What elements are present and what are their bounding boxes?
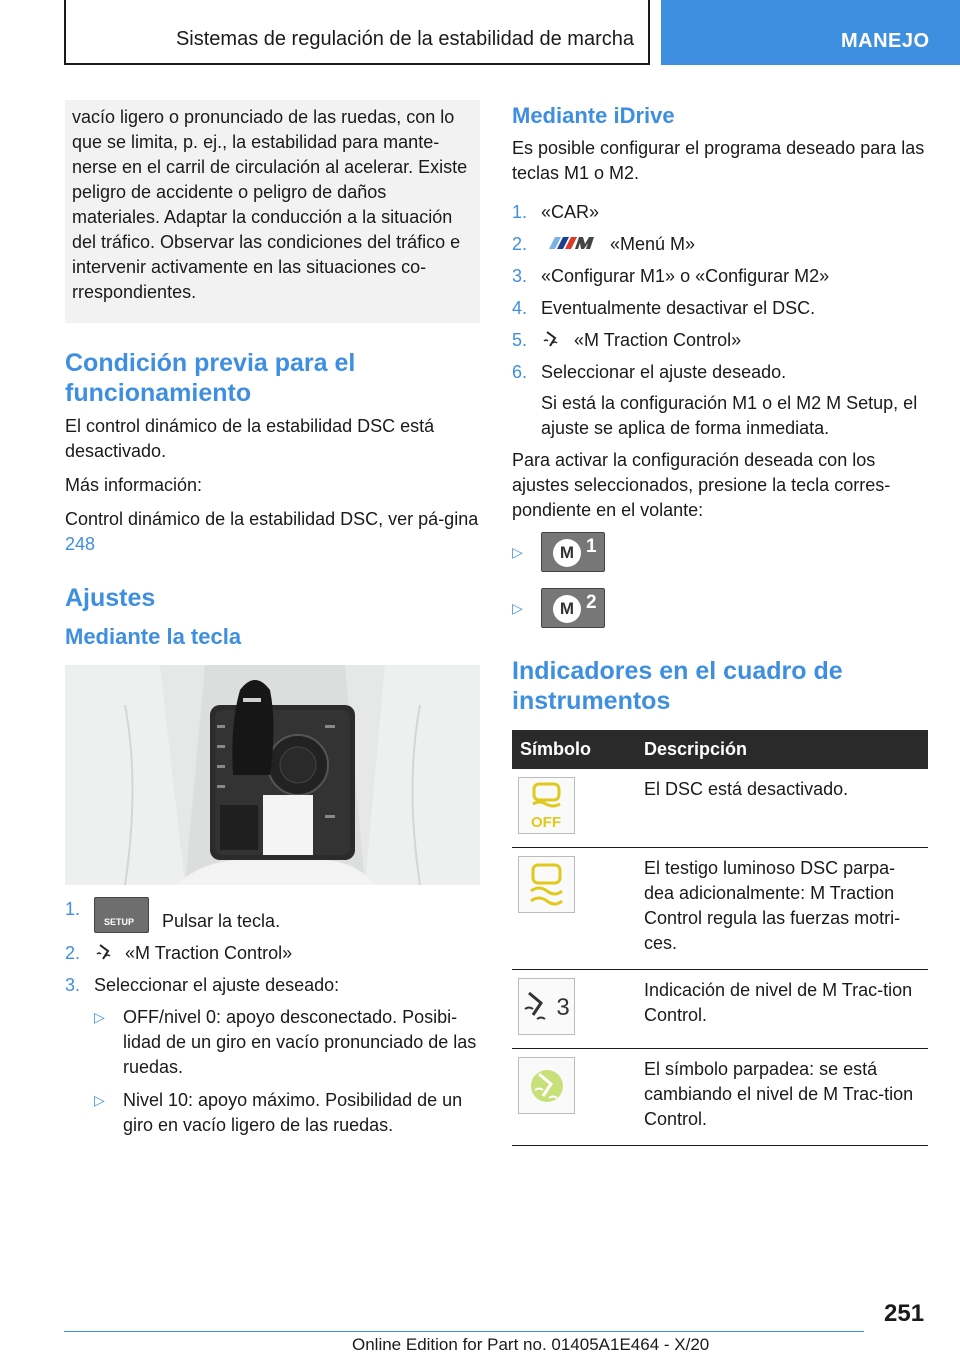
step-number: 3.	[65, 975, 81, 995]
center-console-image	[65, 665, 480, 885]
step-number: 2.	[65, 943, 81, 963]
idrive-steps-list	[512, 200, 928, 441]
step-text: «Menú M»	[610, 234, 696, 254]
option-text: OFF/nivel 0: apoyo desconectado. Posibi‐lidad de un giro en vacío pronunciado de las ruedas.	[123, 1007, 477, 1077]
step-text: Seleccionar el ajuste deseado:	[94, 975, 340, 995]
traction-control-icon	[541, 329, 561, 349]
step-text: «Configurar M1» o «Configurar M2»	[541, 266, 830, 286]
edition-line: Online Edition for Part no. 01405A1E464 - X/20	[352, 1335, 710, 1354]
step-number: 3.	[512, 266, 528, 286]
step-text: «M Traction Control»	[574, 330, 742, 350]
chapter-tab[interactable]	[661, 0, 960, 65]
list-item	[512, 264, 928, 289]
step-text: Pulsar la tecla.	[162, 911, 281, 931]
traction-control-icon	[94, 942, 114, 962]
list-item	[512, 588, 928, 628]
traction-change-icon	[518, 1057, 575, 1114]
triangle-bullet-icon: ▷	[512, 544, 523, 560]
list-item	[512, 328, 928, 353]
warning-box	[65, 100, 480, 323]
page-number: 251	[884, 1300, 925, 1327]
list-item	[65, 941, 480, 966]
list-item	[94, 1005, 480, 1080]
dsc-off-icon	[518, 777, 575, 834]
m1-button-icon[interactable]: M 1	[541, 532, 605, 572]
right-column	[512, 102, 928, 1146]
table-header-row	[512, 730, 928, 769]
row-description: El símbolo parpadea: se está cambiando el nivel de M Trac‐tion Control.	[636, 1049, 928, 1146]
step-number: 5.	[512, 330, 528, 350]
row-description: El testigo luminoso DSC parpa‐dea adicionalmente: M Traction Control regula las fuerzas motri‐ces.	[636, 848, 928, 970]
indicator-table	[512, 730, 928, 1146]
m-button-list	[512, 532, 928, 628]
triangle-bullet-icon: ▷	[512, 600, 523, 616]
setup-button-icon[interactable]	[94, 897, 149, 933]
footer-rule	[64, 1331, 864, 1332]
indicators-heading: Indicadores en el cuadro de instrumentos	[512, 657, 843, 715]
console-illustration	[65, 665, 480, 885]
list-item	[512, 532, 928, 572]
chapter-tab-label: MANEJO	[841, 30, 930, 52]
step-text: «CAR»	[541, 202, 600, 222]
table-row	[512, 769, 928, 848]
dsc-off-icon-text: OFF	[531, 814, 561, 831]
activate-text: Para activar la configuración deseada con los ajustes seleccionados, presione la tecla corres‐pondiente en el volante:	[512, 450, 891, 520]
step-text: Seleccionar el ajuste deseado.	[541, 362, 787, 382]
idrive-heading: Mediante iDrive	[512, 103, 675, 128]
button-steps-list	[65, 897, 480, 1138]
row-description: Indicación de nivel de M Trac‐tion Control.	[636, 970, 928, 1049]
list-item	[94, 1088, 480, 1138]
page-link[interactable]: 248	[65, 534, 96, 554]
setup-button-label: SETUP	[104, 917, 135, 927]
step-number: 6.	[512, 362, 528, 382]
dsc-active-icon	[518, 856, 575, 913]
header-section-box	[64, 0, 650, 65]
m-logo-icon	[541, 235, 597, 251]
m2-button-number: 2	[586, 592, 597, 613]
button-subheading: Mediante la tecla	[65, 624, 242, 649]
precondition-heading: Condición previa para el funcionamiento	[65, 349, 356, 407]
step-number: 4.	[512, 298, 528, 318]
option-list	[94, 1005, 480, 1138]
cross-reference-text: Control dinámico de la estabilidad DSC, ver pá‐gina	[65, 509, 479, 529]
list-item	[512, 200, 928, 225]
step-number: 1.	[512, 202, 528, 222]
table-row	[512, 1049, 928, 1146]
cross-reference	[65, 507, 480, 557]
step-number: 1.	[65, 899, 81, 919]
list-item	[65, 897, 480, 934]
m2-button-icon[interactable]: M 2	[541, 588, 605, 628]
step-text: «M Traction Control»	[125, 943, 293, 963]
list-item	[512, 360, 928, 441]
section-title: Sistemas de regulación de la estabilidad de marcha	[175, 28, 634, 50]
list-item	[65, 973, 480, 1138]
step-text: Eventualmente desactivar el DSC.	[541, 298, 816, 318]
step-note: Si está la configuración M1 o el M2 M Setup, el ajuste se aplica de forma inmediata.	[541, 393, 918, 438]
table-row	[512, 970, 928, 1049]
list-item	[512, 296, 928, 321]
option-text: Nivel 10: apoyo máximo. Posibilidad de un giro en vacío ligero de las ruedas.	[123, 1090, 463, 1135]
list-item	[512, 232, 928, 257]
traction-level-number: 3	[556, 994, 570, 1021]
triangle-bullet-icon: ▷	[94, 1009, 105, 1025]
column-header-description: Descripción	[636, 730, 928, 769]
warning-text: vacío ligero o pronunciado de las ruedas, con lo que se limita, p. ej., la estabilidad para mante‐nerse en el carril de circulación al acelerar. Existe peligro de accidente o peligro de daños materiales. Adaptar la conducción a la situación del tráfico. Observar las condiciones del tráfico e intervenir activamente en las situaciones co‐rrespondientes.	[72, 107, 468, 302]
triangle-bullet-icon: ▷	[94, 1092, 105, 1108]
left-column	[65, 100, 480, 1146]
m1-button-number: 1	[586, 536, 597, 557]
settings-heading: Ajustes	[65, 584, 156, 612]
table-row	[512, 848, 928, 970]
column-header-symbol: Símbolo	[512, 730, 636, 769]
row-description: El DSC está desactivado.	[636, 769, 928, 848]
traction-level-icon	[518, 978, 575, 1035]
precondition-text: El control dinámico de la estabilidad DSC está desactivado.	[65, 416, 435, 461]
step-number: 2.	[512, 234, 528, 254]
more-info-label: Más información:	[65, 475, 203, 495]
idrive-intro: Es posible configurar el programa deseado para las teclas M1 o M2.	[512, 138, 925, 183]
